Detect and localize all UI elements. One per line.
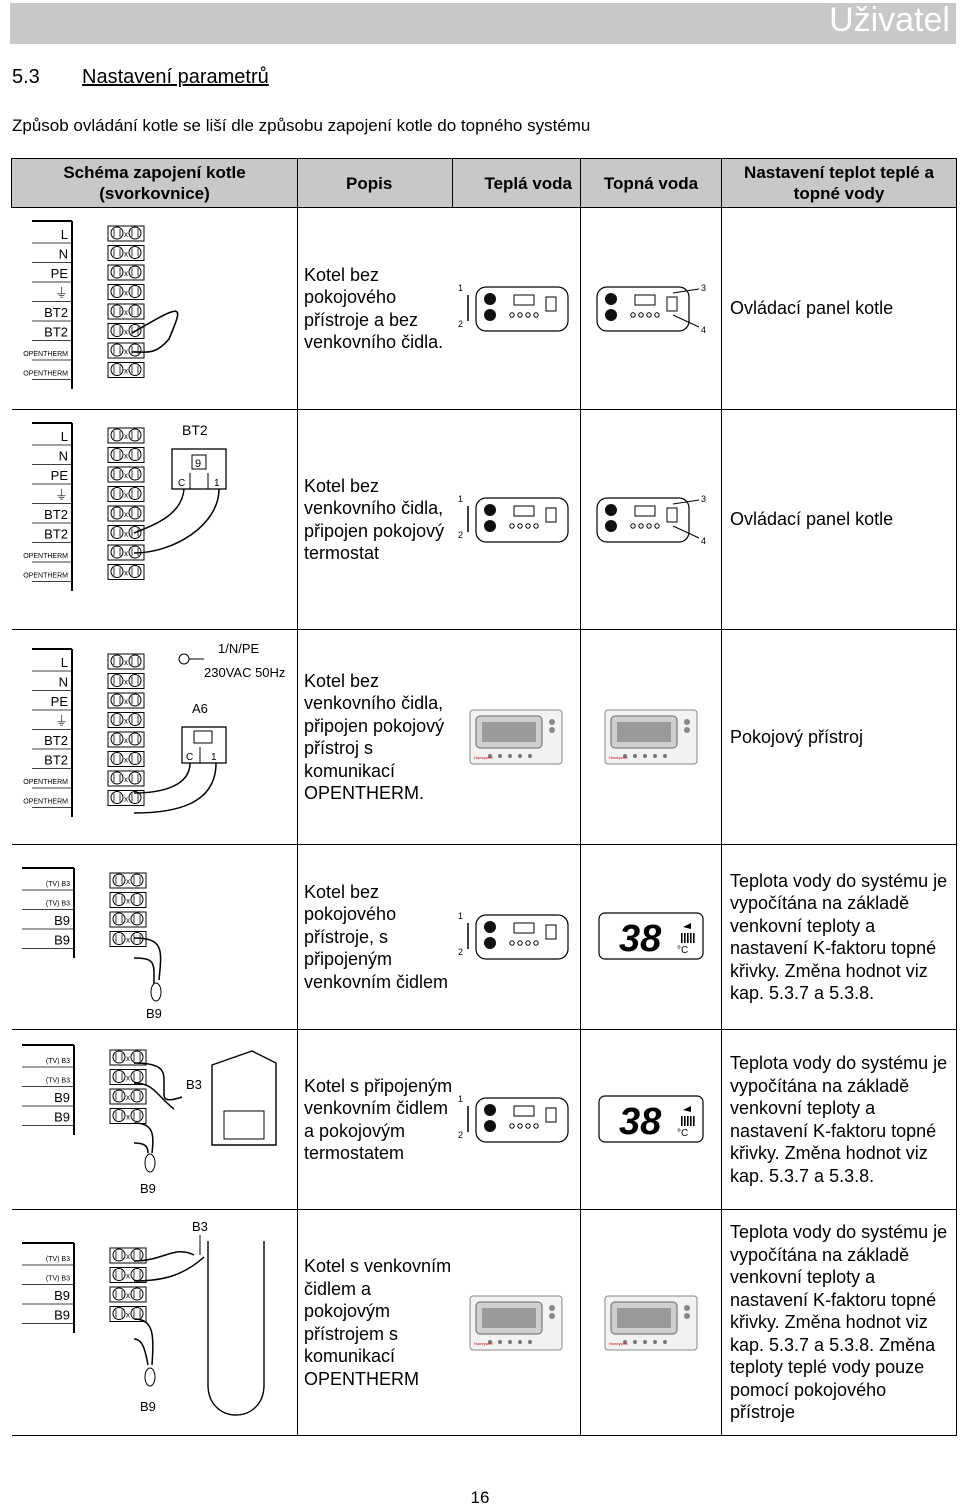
screw-icon (111, 448, 123, 460)
screw-icon (129, 733, 141, 745)
knob-icon (484, 309, 496, 321)
screw-icon (129, 305, 141, 317)
screw-icon (131, 893, 143, 905)
screw-icon (129, 247, 141, 259)
screw-icon (111, 507, 123, 519)
screw-icon (111, 546, 123, 558)
terminal-label: BT2 (44, 752, 69, 767)
svg-text:x: x (124, 529, 129, 538)
screw-icon (113, 1090, 125, 1102)
screw-icon (131, 1308, 143, 1320)
description-3: Kotel bez venkovního čidla, připojen pokojový přístroj s komunikací OPENTHERM. (298, 630, 453, 845)
screw-icon (131, 913, 143, 925)
screw-icon (111, 487, 123, 499)
svg-text:x: x (124, 548, 129, 558)
terminal-label: ⏚ (55, 713, 69, 728)
screw-icon (129, 546, 141, 558)
description-4: Kotel bez pokojového přístroje, s připojeným venkovním čidlem (298, 845, 453, 1030)
screw-icon (111, 429, 123, 441)
svg-text:3: 3 (701, 493, 707, 504)
screw-icon (131, 1090, 143, 1102)
screw-icon (111, 364, 123, 376)
terminal-label: B9 (54, 1109, 71, 1124)
svg-text:x: x (124, 451, 129, 460)
section-heading (12, 66, 269, 89)
svg-text:x: x (124, 288, 129, 298)
svg-text:1: 1 (458, 1093, 464, 1104)
section-number: 5.3 (12, 66, 40, 88)
screw-icon (113, 932, 125, 944)
knob-icon (484, 520, 496, 532)
room-unit-cell-dhw-3 (453, 630, 581, 845)
room-unit-cell-ch-3 (581, 630, 722, 845)
thermostat-wire (134, 489, 219, 553)
terminal-label: N (58, 448, 69, 463)
terminal-label: OPENTHERM (23, 351, 69, 358)
description-5: Kotel s připojeným venkovním čidlem a pokojovým termostatem (298, 1030, 453, 1210)
terminal-block-diagram (14, 1035, 294, 1205)
screw-icon (129, 448, 141, 460)
terminal-label: L (61, 227, 69, 242)
wiring-schema-2 (12, 410, 298, 630)
knob-icon (605, 309, 617, 321)
terminal-label: OPENTHERM (23, 370, 69, 378)
sensor-wire (134, 1319, 153, 1365)
svg-text:x: x (126, 915, 131, 925)
temperature-display (597, 911, 705, 963)
terminal-label: (TV) B3 (46, 1256, 71, 1263)
screw-icon (111, 733, 123, 745)
terminal-label: OPENTHERM (23, 572, 69, 579)
svg-text:2: 2 (458, 1129, 464, 1140)
screw-icon (129, 487, 141, 499)
svg-text:x: x (126, 876, 131, 886)
room-unit-cell-ch-6 (581, 1210, 722, 1436)
svg-text:x: x (124, 794, 129, 803)
screw-icon (111, 325, 123, 337)
bus-wire (134, 763, 216, 813)
svg-text:x: x (124, 347, 129, 356)
terminal-label: B9 (54, 932, 71, 947)
terminal-label: BT2 (44, 506, 69, 522)
settings-6: Teplota vody do systému je vypočítána na základě venkovní teploty a nastavení K-faktoru topné křivky. Změna hodnot viz kap. 5.3.7 a 5.3.8. Změna teploty teplé vody pouze pomocí pokojového přístroje (722, 1210, 957, 1436)
display-cell-ch-4 (581, 845, 722, 1030)
header-bar (10, 3, 956, 44)
terminal-label: (TV) B3 (46, 1077, 71, 1084)
terminal-block-diagram (14, 415, 294, 625)
col-header-tepla-voda: Teplá voda (453, 159, 581, 208)
screw-icon (111, 565, 123, 577)
settings-4: Teplota vody do systému je vypočítána na základě venkovní teploty a nastavení K-faktoru topné křivky. Změna hodnot viz kap. 5.3.7 a 5.3.8. (722, 845, 957, 1030)
knob-icon (605, 293, 617, 305)
svg-text:x: x (124, 509, 129, 519)
room-unit-cell-dhw-6 (453, 1210, 581, 1436)
terminal-label: BT2 (44, 324, 69, 340)
wiring-schema-1 (12, 208, 298, 410)
terminal-label: (TV) B3 (46, 1057, 71, 1065)
svg-text:Honeywell: Honeywell (609, 1340, 628, 1346)
svg-text:x: x (126, 935, 131, 944)
terminal-1-label: 1 (211, 751, 217, 763)
svg-text:Honeywell: Honeywell (609, 755, 628, 760)
svg-text:x: x (124, 470, 129, 480)
screw-icon (111, 266, 123, 278)
svg-text:1: 1 (458, 282, 464, 293)
screw-icon (131, 1288, 143, 1300)
svg-text:x: x (124, 490, 129, 499)
screw-icon (129, 565, 141, 577)
svg-text:1: 1 (458, 493, 464, 504)
svg-text:x: x (124, 327, 129, 337)
supply-phases-label: 1/N/PE (218, 640, 260, 656)
description-2: Kotel bez venkovního čidla, připojen pokojový termostat (298, 410, 453, 630)
knob-icon (484, 937, 496, 949)
terminal-block-diagram (14, 850, 294, 1025)
bt2-label: BT2 (182, 421, 208, 438)
b9-label: B9 (140, 1180, 157, 1196)
knob-icon (484, 293, 496, 305)
screw-icon (111, 791, 123, 803)
svg-text:x: x (124, 308, 129, 317)
temperature-unit: °C (677, 945, 689, 956)
svg-text:x: x (124, 735, 129, 745)
svg-text:x: x (124, 249, 129, 259)
screw-icon (111, 694, 123, 706)
screw-icon (111, 752, 123, 764)
button-icon (684, 1305, 690, 1311)
screw-icon (129, 227, 141, 239)
screw-icon (113, 1269, 125, 1281)
button-icon (684, 719, 690, 725)
svg-text:x: x (126, 1310, 131, 1320)
boiler-control-panel (454, 905, 578, 969)
svg-text:x: x (124, 366, 129, 376)
svg-text:x: x (126, 896, 131, 905)
wiring-schema-4 (12, 845, 298, 1030)
sensor-wire (134, 1339, 148, 1365)
panel-cell-dhw-2 (453, 410, 581, 630)
radiator-icon (546, 508, 556, 522)
svg-text:4: 4 (701, 324, 707, 335)
svg-text:1: 1 (458, 911, 464, 921)
settings-2: Ovládací panel kotle (722, 410, 957, 630)
screw-icon (131, 1070, 143, 1082)
terminal-label: L (61, 654, 69, 670)
svg-text:x: x (126, 1073, 131, 1082)
terminal-label: B9 (54, 1089, 71, 1105)
temperature-unit: °C (677, 1127, 689, 1139)
col-header-schema: Schéma zapojení kotle (svorkovnice) (12, 159, 298, 208)
knob-icon (605, 504, 617, 516)
screw-icon (129, 655, 141, 667)
screw-icon (113, 1249, 125, 1261)
svg-text:x: x (124, 774, 129, 784)
screw-icon (129, 752, 141, 764)
screw-icon (113, 1109, 125, 1121)
cable-loop (208, 1241, 264, 1415)
screw-icon (131, 1109, 143, 1121)
terminal-label: ⏚ (55, 285, 69, 301)
button-icon (549, 727, 555, 733)
b9-label: B9 (140, 1399, 157, 1414)
svg-text:x: x (124, 431, 129, 441)
screw-icon (129, 266, 141, 278)
screw-icon (129, 286, 141, 298)
button-icon (684, 727, 690, 733)
knob-icon (484, 921, 496, 933)
screw-icon (113, 1288, 125, 1300)
boiler-control-panel (454, 488, 578, 552)
screw-icon (113, 874, 125, 886)
screw-icon (129, 713, 141, 725)
supply-voltage-label: 230VAC 50Hz (204, 664, 286, 680)
temperature-value: 38 (619, 918, 662, 960)
settings-3: Pokojový přístroj (722, 630, 957, 845)
section-label: Uživatel (829, 1, 950, 39)
screw-icon (111, 227, 123, 239)
screw-icon (111, 305, 123, 317)
room-unit-device (603, 1294, 699, 1352)
svg-text:x: x (124, 755, 129, 764)
terminal-label: (TV) B3 (46, 1275, 71, 1283)
screw-icon (111, 713, 123, 725)
boiler-control-panel (454, 277, 578, 341)
screw-icon (111, 655, 123, 667)
svg-text:3: 3 (701, 282, 707, 293)
settings-5: Teplota vody do systému je vypočítána na základě venkovní teploty a nastavení K-faktoru topné křivky. Změna hodnot viz kap. 5.3.7 a 5.3.8. (722, 1030, 957, 1210)
screw-icon (131, 1269, 143, 1281)
terminal-label: OPENTHERM (23, 778, 69, 786)
power-plug-icon (179, 654, 189, 664)
terminal-label: PE (50, 266, 69, 281)
svg-text:Honeywell: Honeywell (474, 755, 493, 760)
table-row (12, 208, 957, 410)
panel-cell-dhw-1 (453, 208, 581, 410)
terminal-label: OPENTHERM (23, 552, 69, 560)
description-6: Kotel s venkovním čidlem a pokojovým přístrojem s komunikací OPENTHERM (298, 1210, 453, 1436)
terminal-block-diagram (14, 635, 294, 840)
screw-icon (111, 344, 123, 356)
terminal-label: BT2 (44, 305, 69, 320)
terminal-label: B9 (54, 912, 71, 928)
terminal-label: ⏚ (55, 487, 69, 502)
terminal-label: PE (50, 467, 69, 483)
terminal-block-diagram (14, 211, 294, 406)
b3-label: B3 (186, 1076, 203, 1092)
svg-text:x: x (126, 1291, 131, 1300)
svg-text:x: x (124, 269, 129, 278)
screw-icon (113, 1308, 125, 1320)
screw-icon (131, 874, 143, 886)
radiator-icon (546, 925, 556, 939)
screw-icon (113, 913, 125, 925)
svg-text:x: x (124, 696, 129, 706)
boiler-control-panel (454, 1088, 578, 1152)
boiler-control-panel (589, 277, 713, 341)
radiator-icon (546, 1108, 556, 1122)
svg-text:x: x (124, 716, 129, 725)
screw-icon (129, 772, 141, 784)
sensor-wire (134, 958, 154, 985)
button-icon (549, 1305, 555, 1311)
wiring-schema-5 (12, 1030, 298, 1210)
page-number: 16 (470, 1488, 490, 1507)
col-header-topna-voda: Topná voda (581, 159, 722, 208)
terminal-c-label: C (186, 751, 194, 763)
terminal-label: OPENTHERM (23, 798, 69, 805)
screw-icon (113, 1051, 125, 1063)
table-row (12, 630, 957, 845)
terminal-label: N (58, 246, 69, 262)
panel-cell-dhw-5 (453, 1030, 581, 1210)
button-icon (684, 1313, 690, 1319)
screw-icon (113, 1070, 125, 1082)
svg-text:4: 4 (701, 535, 707, 546)
radiator-icon (667, 508, 677, 522)
screw-icon (131, 1051, 143, 1063)
screw-icon (111, 247, 123, 259)
outdoor-sensor-icon (145, 1368, 155, 1386)
screw-icon (129, 694, 141, 706)
panel-cell-ch-2 (581, 410, 722, 630)
connection-table (11, 158, 957, 1436)
terminal-label: B9 (54, 1307, 71, 1323)
knob-icon (484, 1120, 496, 1132)
col-header-popis: Popis (298, 159, 453, 208)
outdoor-sensor-icon (151, 983, 161, 1001)
description-1: Kotel bez pokojového přístroje a bez venkovního čidla. (298, 208, 453, 410)
svg-text:x: x (124, 677, 129, 686)
room-unit-device (603, 708, 699, 766)
wiring-schema-6 (12, 1210, 298, 1436)
svg-text:x: x (124, 568, 129, 577)
screw-icon (111, 674, 123, 686)
terminal-1-label: 1 (214, 477, 220, 489)
terminal-block-diagram (14, 1215, 294, 1430)
thermostat-dial-label: 9 (195, 457, 202, 470)
room-unit-device (468, 708, 564, 766)
terminal-label: (TV) B3 (46, 900, 71, 907)
table-row (12, 1210, 957, 1436)
sensor-wire (134, 1143, 148, 1153)
room-unit-device (468, 1294, 564, 1352)
svg-text:x: x (124, 230, 129, 239)
screw-icon (129, 344, 141, 356)
screw-icon (129, 429, 141, 441)
table-header-row (12, 159, 957, 208)
table-row (12, 410, 957, 630)
svg-text:x: x (126, 1252, 131, 1261)
knob-icon (605, 520, 617, 532)
screw-icon (129, 468, 141, 480)
screw-icon (129, 507, 141, 519)
radiator-icon (667, 297, 677, 311)
svg-text:x: x (124, 657, 129, 667)
screw-icon (111, 468, 123, 480)
screw-icon (113, 893, 125, 905)
button-icon (549, 1313, 555, 1319)
screw-icon (129, 364, 141, 376)
screw-icon (129, 674, 141, 686)
wiring-schema-3 (12, 630, 298, 845)
svg-text:x: x (126, 1271, 131, 1281)
outdoor-sensor-icon (145, 1154, 155, 1172)
a6-label: A6 (192, 700, 209, 716)
svg-text:x: x (126, 1092, 131, 1102)
knob-icon (484, 504, 496, 516)
svg-text:2: 2 (458, 529, 464, 540)
screw-icon (131, 1249, 143, 1261)
terminal-c-label: C (178, 477, 186, 489)
temperature-display (597, 1094, 705, 1146)
terminal-label: BT2 (44, 526, 69, 541)
boiler-control-panel (589, 488, 713, 552)
terminal-label: BT2 (44, 732, 69, 748)
screw-icon (111, 526, 123, 538)
col-header-nastaveni: Nastavení teplot teplé a topné vody (722, 159, 957, 208)
intro-text: Způsob ovládání kotle se liší dle způsobu zapojení kotle do topného systému (12, 116, 591, 135)
terminal-label: B9 (54, 1288, 71, 1303)
settings-1: Ovládací panel kotle (722, 208, 957, 410)
terminal-label: PE (50, 693, 69, 709)
panel-cell-dhw-4 (453, 845, 581, 1030)
button-icon (549, 719, 555, 725)
display-cell-ch-5 (581, 1030, 722, 1210)
screw-icon (111, 286, 123, 298)
section-title: Nastavení parametrů (82, 66, 269, 88)
svg-text:Honeywell: Honeywell (474, 1340, 493, 1346)
screw-icon (111, 772, 123, 784)
panel-cell-ch-1 (581, 208, 722, 410)
svg-text:x: x (126, 1053, 131, 1063)
svg-text:2: 2 (458, 318, 464, 329)
terminal-label: L (61, 428, 69, 444)
knob-icon (484, 1104, 496, 1116)
svg-text:x: x (126, 1112, 131, 1121)
table-row (12, 1030, 957, 1210)
b3-label: B3 (192, 1219, 209, 1234)
temperature-value: 38 (619, 1100, 662, 1143)
svg-text:2: 2 (458, 947, 464, 957)
sensor-wire (134, 1123, 153, 1153)
terminal-label: N (58, 674, 69, 689)
table-row (12, 845, 957, 1030)
terminal-label: (TV) B3 (46, 880, 71, 888)
radiator-icon (546, 297, 556, 311)
b9-label: B9 (146, 1005, 163, 1021)
